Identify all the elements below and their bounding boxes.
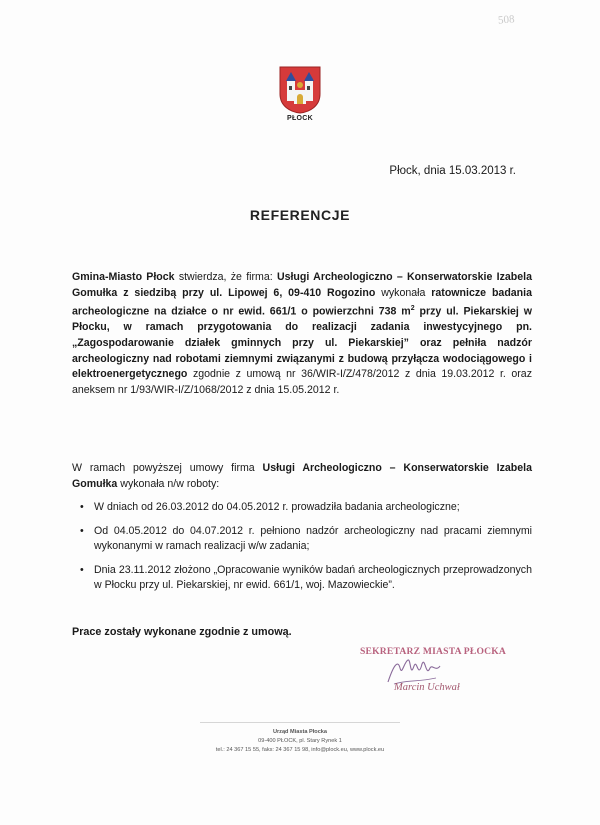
list-item: [80, 500, 532, 516]
list-item: [80, 563, 532, 594]
footer-divider: [200, 722, 400, 723]
bullet-icon: •: [80, 501, 84, 513]
list-item-text: Dnia 23.11.2012 złożono „Opracowanie wyników badań archeologicznych przeprowadzonych w Płocku przy ul. Piekarskiej, nr ewid. 661/1, woj. Mazowieckie”.: [94, 563, 532, 592]
list-item-text: Od 04.05.2012 do 04.07.2012 r. pełniono nadzór archeologiczny nad pracami ziemnymi wykonanymi w ramach realizacji w/w zadania;: [94, 524, 532, 553]
work-description: ratownicze badania archeologiczne na działce o nr ewid. 661/1 o powierzchni 738 m: [72, 286, 532, 318]
stamp-signatory-name: Marcin Uchwał: [394, 682, 460, 693]
stamp-title: SEKRETARZ MIASTA PŁOCKA: [360, 646, 507, 657]
archive-number: 508: [497, 13, 515, 27]
text-segment: stwierdza, że firma:: [174, 271, 277, 283]
text-segment: wykonała: [375, 286, 432, 299]
city-name: PŁOCK: [287, 115, 313, 122]
document-title: REFERENCJE: [249, 207, 351, 223]
main-paragraph: [72, 270, 532, 398]
works-intro-paragraph: [72, 461, 532, 492]
footer-address: 09-400 PŁOCK, pl. Stary Rynek 1: [258, 738, 342, 744]
company-name-address: Usługi Archeologiczno – Konserwatorskie Izabela Gomułka z siedzibą przy ul. Lipowej 6, 09-410 Rogozino: [72, 271, 532, 299]
place-and-date: Płock, dnia 15.03.2013 r.: [389, 165, 516, 177]
contract-reference: zgodnie z umową nr 36/WIR-I/Z/478/2012 z dnia 19.03.2012 r. oraz aneksem nr 1/93/WIR-I/Z/1068/2012 z dnia 15.05.2012 r.: [72, 368, 532, 396]
footer-contact: tel.: 24 367 15 55, faks: 24 367 15 98, info@plock.eu, www.plock.eu: [215, 747, 385, 753]
text-segment: wykonała n/w roboty:: [117, 477, 220, 490]
works-list: [80, 500, 532, 602]
area-unit-superscript: 2: [410, 305, 415, 313]
company-name: Usługi Archeologiczno – Konserwatorskie Izabela Gomułka: [72, 462, 532, 490]
bullet-icon: •: [80, 524, 84, 537]
bullet-icon: •: [80, 563, 84, 576]
list-item-text: W dniach od 26.03.2012 do 04.05.2012 r. prowadziła badania archeologiczne;: [94, 501, 460, 513]
list-item: [80, 524, 532, 555]
plock-coat-of-arms-icon: [279, 66, 321, 114]
closing-statement: Prace zostały wykonane zgodnie z umową.: [72, 626, 292, 638]
text-segment: W ramach powyższej umowy firma: [72, 462, 263, 474]
municipality-name: Gmina-Miasto Płock: [72, 271, 175, 283]
project-description: Piekarskiej w Płocku, w ramach przygotowania do realizacji zadania inwestycyjnego pn. „Zagospodarowanie działek gminnych przy ul. Piekarskiej” oraz pełniła nadzór archeologiczny nad robotami ziemnymi związanymi z budową przyłącza wodociągowego i elektroenergetycznego: [72, 305, 532, 381]
work-description-street: przy ul.: [414, 305, 459, 318]
footer-office-name: Urząd Miasta Płocka: [272, 729, 328, 735]
